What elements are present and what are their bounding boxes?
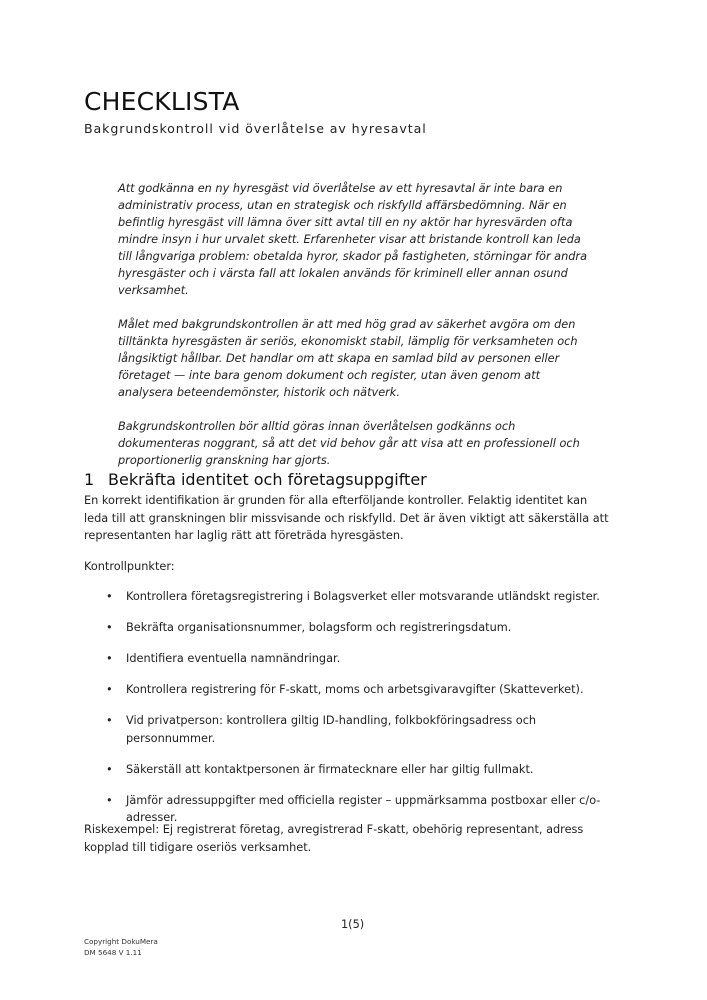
checklist-item: • Säkerställ att kontaktpersonen är firmatecknare eller har giltig fullmakt. <box>84 761 614 779</box>
bullet-icon: • <box>106 683 113 696</box>
section-title: Bekräfta identitet och företagsuppgifter <box>108 470 427 489</box>
checklist-label: Kontrollpunkter: <box>84 560 175 573</box>
intro-paragraph: Att godkänna en ny hyresgäst vid överlåtelse av ett hyresavtal är inte bara en administrativ process, utan en strategisk och riskfylld affärsbedömning. När en befintlig hyresgäst vill lämna över sitt avtal till en ny aktör har hyresvärden ofta mindre insyn i hur urvalet skett. Erfarenheter visar att bristande kontroll kan leda till långvariga problem: obetalda hyror, skador på fastigheten, störningar för andra hyresgäster och i värsta fall att lokalen används för kriminell eller annan osund verksamhet. <box>118 182 588 297</box>
footer-doc-id: DM 5648 V 1.11 <box>84 948 142 957</box>
bullet-icon: • <box>106 652 113 665</box>
bullet-icon: • <box>106 793 113 807</box>
section-heading <box>84 469 427 491</box>
checklist-item: • Vid privatperson: kontrollera giltig ID-handling, folkbokföringsadress och personnummer. <box>106 714 537 745</box>
intro-paragraph: Målet med bakgrundskontrollen är att med hög grad av säkerhet avgöra om den tilltänkta hyresgästen är seriös, ekonomiskt stabil, lämplig för verksamheten och långsiktigt hållbar. Det handlar om att skapa en samlad bild av personen eller företaget — inte bara genom dokument och register, utan även genom att analysera beteendemönster, historik och nätverk. <box>118 318 578 399</box>
intro-section <box>118 180 598 486</box>
page-number: 1(5) <box>341 918 365 931</box>
checklist-item: • Kontrollera registrering för F-skatt, moms och arbetsgivaravgifter (Skatteverket). <box>84 681 614 699</box>
section-number: 1 <box>84 470 95 489</box>
bullet-icon: • <box>106 621 113 634</box>
checklist-item: • Jämför adressuppgifter med officiella register – uppmärksamma postboxar eller c/o-adresser. <box>106 793 601 824</box>
intro-paragraph: Bakgrundskontrollen bör alltid göras innan överlåtelsen godkänns och dokumenteras noggrant, så att det vid behov går att visa att en professionell och proportionerlig granskning har gjorts. <box>118 420 580 467</box>
bullet-icon: • <box>106 590 113 603</box>
footer <box>84 936 158 958</box>
section-body: En korrekt identifikation är grunden för alla efterföljande kontroller. Felaktig identitet kan leda till att granskningen blir missvisande och riskfylld. Det är även viktigt att säkerställa att representanten har laglig rätt att företräda hyresgästen. <box>84 494 609 542</box>
document-subtitle: Bakgrundskontroll vid överlåtelse av hyresavtal <box>84 121 427 136</box>
footer-copyright: Copyright DokuMera <box>84 937 158 946</box>
bullet-icon: • <box>106 762 113 776</box>
checklist <box>84 588 614 840</box>
document-title: CHECKLISTA <box>84 87 240 116</box>
checklist-item: • Bekräfta organisationsnummer, bolagsform och registreringsdatum. <box>84 619 614 637</box>
checklist-item: • Kontrollera företagsregistrering i Bolagsverket eller motsvarande utländskt register. <box>84 588 614 606</box>
risk-example: Riskexempel: Ej registrerat företag, avregistrerad F-skatt, obehörig representant, adress kopplad till tidigare oseriös verksamhet. <box>84 823 584 854</box>
checklist-item: • Identifiera eventuella namnändringar. <box>84 650 614 668</box>
bullet-icon: • <box>106 714 113 727</box>
